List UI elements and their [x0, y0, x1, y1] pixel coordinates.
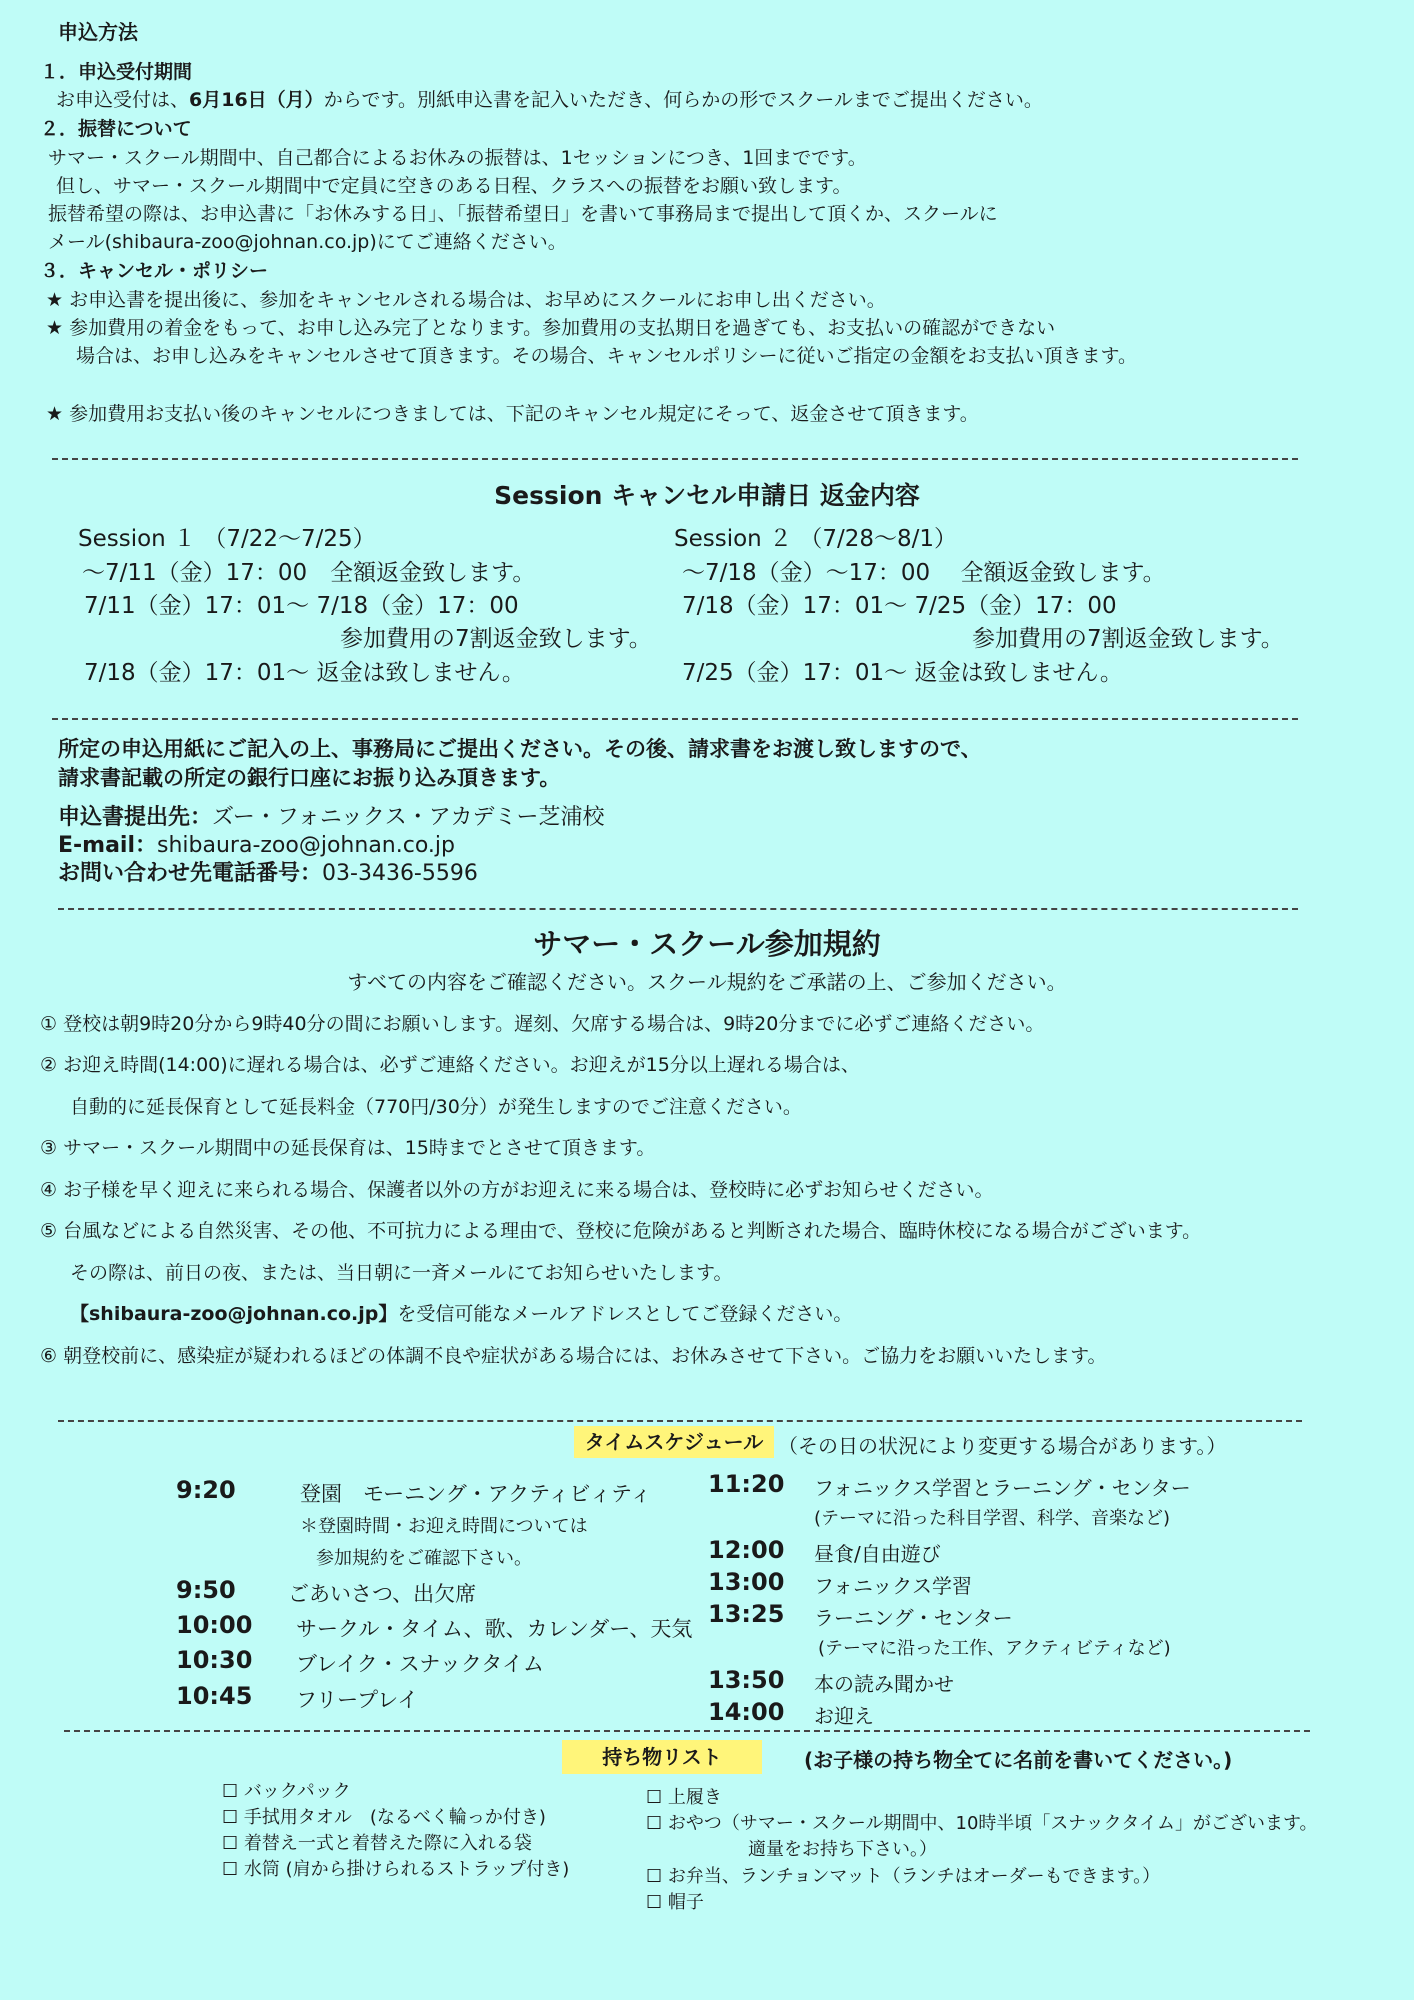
- rule-item: ⑥ 朝登校前に、感染症が疑われるほどの体調不良や症状がある場合には、お休みさせて下さい。ご協力をお願いいたします。: [40, 1345, 1107, 1367]
- schedule-activity: ラーニング・センター: [814, 1606, 1013, 1630]
- rule-email-text: を受信可能なメールアドレスとしてご登録ください。: [397, 1303, 853, 1325]
- schedule-note: （その日の状況により変更する場合があります。）: [778, 1434, 1227, 1458]
- phone-number: 03-3436-5596: [322, 861, 478, 886]
- section1-title: １．申込受付期間: [40, 61, 193, 83]
- submission-line: 所定の申込用紙にご記入の上、事務局にご提出ください。その後、請求書をお渡し致しますので、: [58, 737, 982, 761]
- application-heading: 申込方法: [58, 20, 138, 44]
- schedule-activity: お迎え: [814, 1704, 874, 1728]
- section2-title: ２．振替について: [40, 118, 192, 140]
- schedule-time: 9:50: [176, 1576, 236, 1604]
- schedule-time: 13:00: [708, 1568, 785, 1596]
- section3-line: ★ お申込書を提出後に、参加をキャンセルされる場合は、お早めにスクールにお申し出ください。: [46, 289, 886, 311]
- section3-line: ★ 参加費用お支払い後のキャンセルにつきましては、下記のキャンセル規定にそって、返金させて頂きます。: [46, 403, 979, 425]
- schedule-activity: ブレイク・スナックタイム: [296, 1652, 545, 1676]
- belonging-item: ☐ お弁当、ランチョンマット（ランチはオーダーもできます。）: [646, 1866, 1161, 1887]
- section2-line: メール(shibaura-zoo@johnan.co.jp)にてご連絡ください。: [48, 231, 567, 253]
- phone-label: お問い合わせ先電話番号：: [58, 861, 323, 886]
- section1-text-post: からです。別紙申込書を記入いただき、何らかの形でスクールまでご提出ください。: [323, 89, 1043, 111]
- schedule-time: 14:00: [708, 1698, 785, 1726]
- submission-email: [58, 832, 455, 860]
- rule-item: ③ サマー・スクール期間中の延長保育は、15時までとさせて頂きます。: [40, 1137, 656, 1159]
- belonging-item: ☐ 上履き: [646, 1787, 722, 1808]
- belonging-item: ☐ 水筒 (肩から掛けられるストラップ付き): [222, 1859, 570, 1880]
- divider: [64, 1730, 1310, 1732]
- rule-item: 自動的に延長保育として延長料金（770円/30分）が発生しますのでご注意ください。: [70, 1096, 802, 1118]
- schedule-activity: 本の読み聞かせ: [814, 1672, 954, 1696]
- belonging-item: 適量をお持ち下さい。）: [748, 1839, 937, 1860]
- divider: [52, 718, 1298, 720]
- rules-subtitle: すべての内容をご確認ください。スクール規約をご承諾の上、ご参加ください。: [347, 970, 1067, 994]
- destination-value: ズー・フォニックス・アカデミー芝浦校: [212, 805, 605, 830]
- email-label: E-mail：: [58, 833, 158, 858]
- schedule-activity: フォニックス学習: [814, 1574, 972, 1598]
- section2-line: 但し、サマー・スクール期間中で定員に空きのある日程、クラスへの振替をお願い致します。: [56, 175, 852, 197]
- rules-title: サマー・スクール参加規約: [533, 927, 881, 961]
- schedule-label: タイムスケジュール: [574, 1426, 774, 1458]
- section3-line: ★ 参加費用の着金をもって、お申し込み完了となります。参加費用の支払期日を過ぎても、お支払いの確認ができない: [46, 317, 1056, 339]
- schedule-note-line: (テーマに沿った工作、アクティビティなど): [818, 1638, 1171, 1659]
- session2-header: Session ２ （7/28〜8/1）: [674, 526, 958, 552]
- schedule-time: 10:45: [176, 1682, 253, 1710]
- schedule-activity: サークル・タイム、歌、カレンダー、天気: [296, 1617, 693, 1641]
- schedule-note-line: ＊登園時間・お迎え時間については: [300, 1516, 588, 1537]
- destination-label: 申込書提出先：: [58, 805, 213, 830]
- section1-text: [56, 86, 1043, 114]
- rule-item: ① 登校は朝9時20分から9時40分の間にお願いします。遅刻、欠席する場合は、9時20分までに必ずご連絡ください。: [40, 1013, 1045, 1035]
- rule-item: その際は、前日の夜、または、当日朝に一斉メールにてお知らせいたします。: [70, 1262, 733, 1284]
- belonging-item: ☐ 着替え一式と着替えた際に入れる袋: [222, 1833, 532, 1854]
- belonging-item: ☐ バックパック: [222, 1781, 351, 1802]
- section2-line: 振替希望の際は、お申込書に「お休みする日」、「振替希望日」を書いて事務局まで提出して頂くか、スクールに: [48, 203, 998, 225]
- section2-line: サマー・スクール期間中、自己都合によるお休みの振替は、1セッションにつき、1回までです。: [48, 147, 867, 169]
- session2-line: 7/18（金）17：01〜 7/25（金）17：00: [682, 593, 1117, 619]
- schedule-activity: 昼食/自由遊び: [814, 1542, 941, 1566]
- schedule-time: 11:20: [708, 1470, 785, 1498]
- section1-text-pre: お申込受付は、: [56, 89, 190, 111]
- session1-header: Session １ （7/22〜7/25）: [78, 526, 376, 552]
- email-link[interactable]: shibaura-zoo@johnan.co.jp: [157, 833, 455, 858]
- belonging-item: ☐ 手拭用タオル (なるべく輪っか付き): [222, 1807, 546, 1828]
- section1-date: 6月16日（月）: [189, 89, 324, 111]
- schedule-time: 10:00: [176, 1611, 253, 1639]
- session2-line: 7/25（金）17：01〜 返金は致しません。: [682, 660, 1123, 686]
- rule-item: ⑤ 台風などによる自然災害、その他、不可抗力による理由で、登校に危険があると判断された場合、臨時休校になる場合がございます。: [40, 1220, 1202, 1242]
- submission-line: 請求書記載の所定の銀行口座にお振り込み頂きます。: [58, 766, 561, 790]
- divider: [58, 1420, 1302, 1422]
- belongings-note: (お子様の持ち物全てに名前を書いてください。): [804, 1748, 1233, 1772]
- schedule-note-line: 参加規約をご確認下さい。: [316, 1548, 532, 1569]
- schedule-activity: ごあいさつ、出欠席: [288, 1582, 477, 1606]
- schedule-time: 9:20: [176, 1476, 236, 1504]
- submission-destination: [58, 804, 605, 832]
- session2-line: 〜7/18（金）〜17：00 全額返金致します。: [682, 560, 1166, 586]
- cancel-table-title: Session キャンセル申請日 返金内容: [494, 481, 920, 510]
- session1-line: 〜7/11（金）17：00 全額返金致します。: [82, 560, 536, 586]
- belonging-item: ☐ 帽子: [646, 1892, 704, 1913]
- session2-line: 参加費用の7割返金致します。: [972, 626, 1284, 652]
- divider: [58, 908, 1298, 910]
- rule-item: ② お迎え時間(14:00)に遅れる場合は、必ずご連絡ください。お迎えが15分以上遅れる場合は、: [40, 1054, 860, 1076]
- belonging-item: ☐ おやつ（サマー・スクール期間中、10時半頃「スナックタイム」がございます。: [646, 1813, 1318, 1834]
- schedule-activity: 登園 モーニング・アクティビィティ: [300, 1482, 652, 1506]
- rule-item-email: [70, 1294, 852, 1335]
- belongings-label: 持ち物リスト: [562, 1740, 762, 1774]
- rule-email: 【shibaura-zoo@johnan.co.jp】: [70, 1303, 398, 1325]
- divider: [52, 458, 1298, 460]
- session1-line: 7/11（金）17：01〜 7/18（金）17：00: [84, 593, 519, 619]
- section3-line: 場合は、お申し込みをキャンセルさせて頂きます。その場合、キャンセルポリシーに従いご指定の金額をお支払い頂きます。: [76, 345, 1137, 367]
- session1-line: 7/18（金）17：01〜 返金は致しません。: [84, 660, 525, 686]
- schedule-note-line: (テーマに沿った科目学習、科学、音楽など): [814, 1508, 1171, 1529]
- schedule-time: 13:50: [708, 1666, 785, 1694]
- schedule-time: 12:00: [708, 1536, 785, 1564]
- session1-line: 参加費用の7割返金致します。: [340, 626, 652, 652]
- rule-item: ④ お子様を早く迎えに来られる場合、保護者以外の方がお迎えに来る場合は、登校時に必ずお知らせください。: [40, 1179, 994, 1201]
- section3-title: ３．キャンセル・ポリシー: [40, 260, 269, 282]
- schedule-time: 10:30: [176, 1646, 253, 1674]
- schedule-activity: フォニックス学習とラーニング・センター: [814, 1476, 1191, 1500]
- schedule-time: 13:25: [708, 1600, 785, 1628]
- schedule-activity: フリープレイ: [296, 1688, 419, 1712]
- submission-phone: [58, 860, 478, 888]
